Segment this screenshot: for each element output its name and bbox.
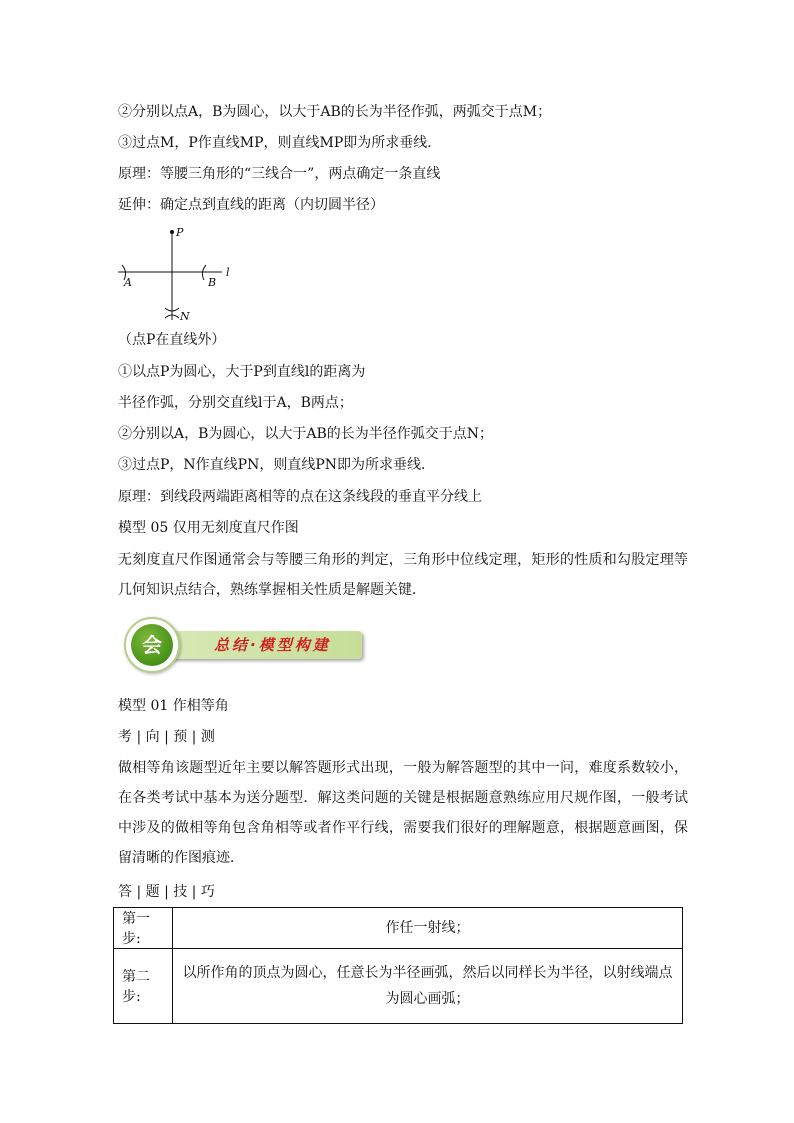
table-row <box>114 949 683 1024</box>
perpendicular-construction-figure <box>118 222 248 326</box>
model-01-heading: 模型 01 作相等角 <box>118 698 229 714</box>
step-3-text: ③过点M，P作直线MP，则直线MP即为所求垂线． <box>118 135 442 151</box>
principle-text: 原理：等腰三角形的“三线合一”，两点确定一条直线 <box>118 166 441 182</box>
label-b: B <box>208 276 217 289</box>
principle-2-text: 原理：到线段两端距离相等的点在这条线段的垂直平分线上 <box>118 489 482 505</box>
step-content: 作任一射线； <box>173 908 683 949</box>
step-1-text: ①以点P为圆心，大于P到直线l的距离为 <box>118 364 366 380</box>
steps-table <box>113 907 683 1024</box>
badge-circle <box>124 617 180 673</box>
step-content: 以所作角的顶点为圆心，任意长为半径画弧，然后以同样长为半径，以射线端点为圆心画弧； <box>173 949 683 1024</box>
step-2b-text: ②分别以A，B为圆心，以大于AB的长为半径作弧交于点N； <box>118 426 494 442</box>
label-a: A <box>124 276 132 289</box>
step-3b-text: ③过点P，N作直线PN，则直线PN即为所求垂线． <box>118 457 436 473</box>
step-2-text: ②分别以点A，B为圆心，以大于AB的长为半径作弧，两弧交于点M； <box>118 104 552 120</box>
model-05-heading: 模型 05 仅用无刻度直尺作图 <box>118 520 299 536</box>
badge-banner <box>170 631 362 659</box>
extension-text: 延伸：确定点到直线的距离（内切圆半径） <box>118 197 384 213</box>
label-n: N <box>180 310 190 323</box>
step-label: 第一步: <box>114 908 173 949</box>
model-01-paragraph: 做相等角该题型近年主要以解答题形式出现，一般为解答题型的其中一问，难度系数较小，在各类考试中基本为送分题型．解这类问题的关键是根据题意熟练应用尺规作图，一般考试中涉及的做相等角包含角相等或者作平行线，需要我们很好的理解题意，根据题意画图，保留清晰的作图痕迹． <box>118 760 688 866</box>
label-p: P <box>176 226 184 239</box>
badge-banner-text: 总结·模型构建 <box>214 636 331 654</box>
answer-tips-heading: 答 | 题 | 技 | 巧 <box>118 884 215 900</box>
exam-forecast-heading: 考 | 向 | 预 | 测 <box>118 729 215 745</box>
label-l: l <box>226 266 230 279</box>
badge-circle-text: 会 <box>131 624 173 666</box>
table-row <box>114 908 683 949</box>
step-label: 第二步: <box>114 949 173 1024</box>
model-05-paragraph: 无刻度直尺作图通常会与等腰三角形的判定，三角形中位线定理，矩形的性质和勾股定理等几何知识点结合，熟练掌握相关性质是解题关键． <box>118 552 688 598</box>
figure-caption: （点P在直线外） <box>118 332 226 348</box>
section-badge <box>124 617 366 673</box>
point-p <box>170 230 174 234</box>
step-1-cont-text: 半径作弧，分别交直线l于A，B两点； <box>118 395 353 411</box>
